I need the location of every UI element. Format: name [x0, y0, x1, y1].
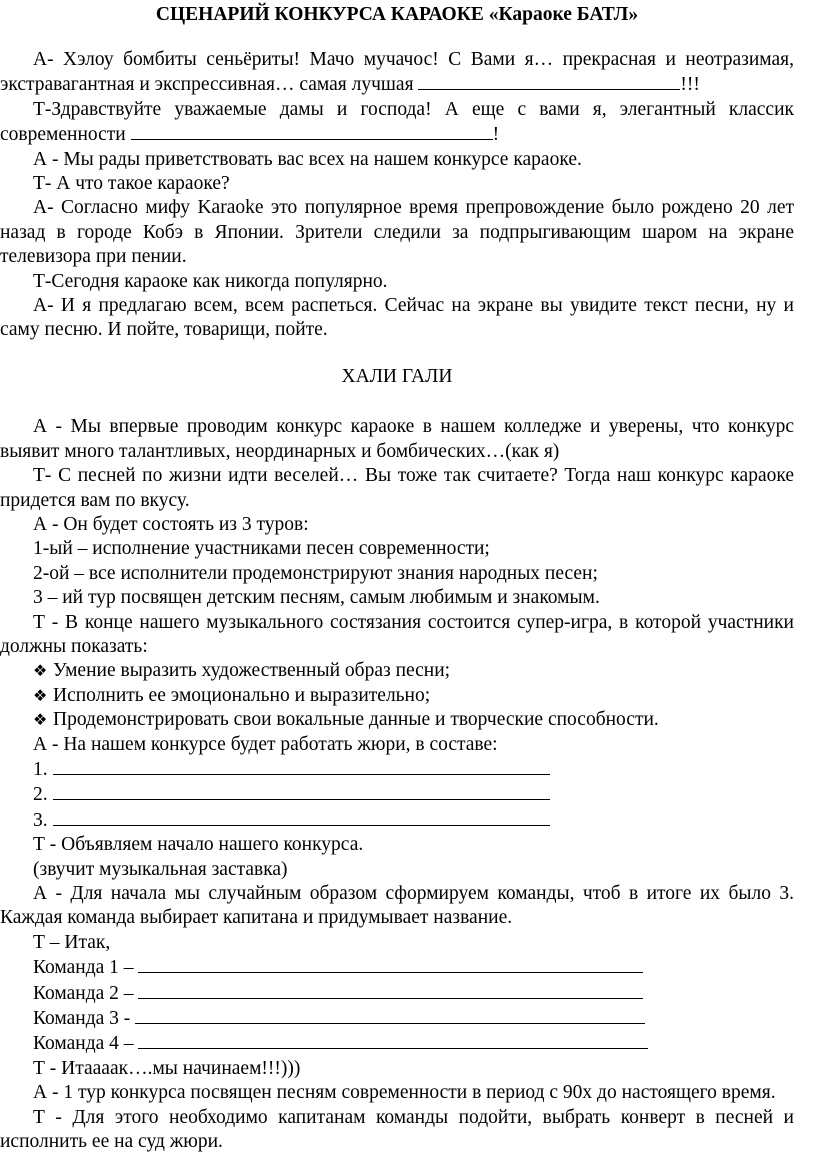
intro-paragraph-1: А- Хэлоу бомбиты сеньёриты! Мачо мучачос! С Вами я… прекрасная и неотразимая, экстравагантная и экспрессивная… самая лучшая !!!	[0, 49, 794, 96]
cohost-name-blank	[131, 122, 493, 140]
paragraph: Т - Итаааак….мы начинаем!!!)))	[33, 1057, 301, 1079]
paragraph: Т - Для этого необходимо капитанам команды подойти, выбрать конверт в песней и исполнить ее на суд жюри.	[0, 1106, 794, 1153]
host-name-blank	[418, 72, 680, 90]
document-page	[0, 2, 800, 1154]
paragraph: Т - Объявляем начало нашего конкурса.	[33, 834, 364, 856]
paragraph: А - Он будет состоять из 3 туров:	[33, 513, 309, 535]
paragraph: (звучит музыкальная заставка)	[33, 858, 288, 880]
paragraph: 1-ый – исполнение участниками песен современности;	[33, 538, 490, 560]
jury-line: 3.	[33, 808, 794, 833]
jury-blank	[53, 757, 550, 775]
paragraph: А - Для начала мы случайным образом сформируем команды, чтоб в итоге их было 3. Каждая команда выбирает капитана и придумывает название.	[0, 883, 794, 929]
diamond-bullet-icon: ❖	[33, 685, 48, 705]
team-blank	[138, 1031, 648, 1049]
song-title: ХАЛИ ГАЛИ	[341, 365, 453, 387]
diamond-bullet-icon: ❖	[33, 661, 48, 681]
team-line: Команда 2 –	[33, 981, 794, 1006]
intro-paragraph-2: Т-Здравствуйте уважаемые дамы и господа! А еще с вами я, элегантный классик современности !	[0, 98, 794, 146]
paragraph: 3 – ий тур посвящен детским песням, самым любимым и знакомым.	[33, 587, 600, 609]
paragraph: А - На нашем конкурсе будет работать жюри, в составе:	[33, 733, 498, 755]
jury-blank	[53, 808, 550, 826]
document-title: СЦЕНАРИЙ КОНКУРСА КАРАОКЕ «Караоке БАТЛ»	[155, 4, 639, 25]
team-blank	[135, 1006, 645, 1024]
paragraph: А- И я предлагаю всем, всем распеться. Сейчас на экране вы увидите текст песни, ну и саму песню. И пойте, товарищи, пойте.	[0, 295, 794, 341]
paragraph: Т – Итак,	[33, 931, 111, 953]
jury-line: 1.	[33, 757, 794, 782]
jury-blank	[53, 782, 550, 800]
paragraph: А - Мы рады приветствовать вас всех на нашем конкурсе караоке.	[33, 148, 582, 170]
diamond-bullet-icon: ❖	[33, 710, 48, 730]
paragraph: А - 1 тур конкурса посвящен песням современности в период с 90х до настоящего время.	[33, 1082, 776, 1104]
paragraph: А- Согласно мифу Karaoke это популярное время препровождение было рождено 20 лет назад в городе Кобэ в Японии. Зрители следили за подпрыгивающим шаром на экране телевизора при пении.	[0, 197, 794, 268]
paragraph: 2-ой – все исполнители продемонстрируют знания народных песен;	[33, 562, 598, 584]
paragraph: А - Мы впервые проводим конкурс караоке в нашем колледже и уверены, что конкурс выявит много талантливых, неординарных и бомбических…(как я)	[0, 416, 794, 462]
team-blank	[138, 981, 643, 999]
paragraph: Т-Сегодня караоке как никогда популярно.	[33, 270, 388, 292]
list-item: ❖ Умение выразить художественный образ песни;	[33, 659, 794, 683]
paragraph: Т- А что такое караоке?	[33, 173, 230, 195]
team-line: Команда 1 –	[33, 955, 794, 980]
paragraph: Т- С песней по жизни идти веселей… Вы тоже так считаете? Тогда наш конкурс караоке придется вам по вкусу.	[0, 465, 794, 511]
team-blank	[138, 955, 643, 973]
team-line: Команда 3 -	[33, 1006, 794, 1031]
team-line: Команда 4 –	[33, 1031, 794, 1056]
list-item: ❖ Продемонстрировать свои вокальные данные и творческие способности.	[33, 708, 794, 732]
paragraph: Т - В конце нашего музыкального состязания состоится супер-игра, в которой участники должны показать:	[0, 611, 794, 657]
jury-line: 2.	[33, 782, 794, 807]
list-item: ❖ Исполнить ее эмоционально и выразительно;	[33, 684, 794, 708]
